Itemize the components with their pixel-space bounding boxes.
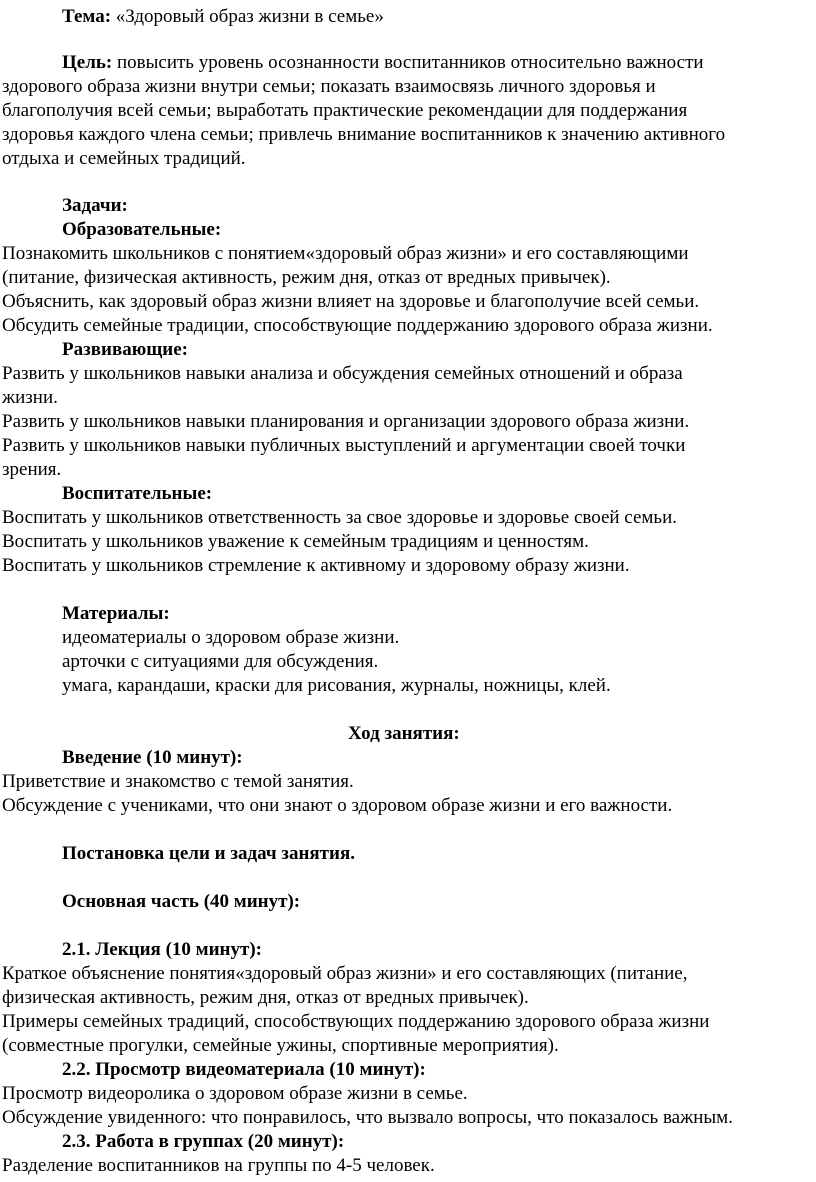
materials-item: арточки с ситуациями для обсуждения. bbox=[62, 651, 379, 672]
lecture-item: Краткое объяснение понятия«здоровый образ жизни» и его составляющих (питание, bbox=[2, 963, 688, 984]
tasks-heading: Задачи: bbox=[62, 195, 128, 216]
upbringing-item: Воспитать у школьников уважение к семейным традициям и ценностям. bbox=[2, 531, 589, 552]
intro-item: Приветствие и знакомство с темой занятия. bbox=[2, 771, 354, 792]
video-item: Просмотр видеоролика о здоровом образе жизни в семье. bbox=[2, 1083, 468, 1104]
groups-item: Разделение воспитанников на группы по 4-5 человек. bbox=[2, 1155, 435, 1176]
educational-item: Объяснить, как здоровый образ жизни влияет на здоровье и благополучие всей семьи. bbox=[2, 291, 700, 312]
developing-heading: Развивающие: bbox=[62, 339, 188, 360]
goal-text: повысить уровень осознанности воспитанников относительно важности bbox=[112, 52, 704, 73]
goal-label: Цель: bbox=[62, 52, 113, 73]
goal-text: благополучия всей семьи; выработать практические рекомендации для поддержания bbox=[2, 100, 688, 121]
goal-text: отдыха и семейных традиций. bbox=[2, 148, 246, 169]
video-heading: 2.2. Просмотр видеоматериала (10 минут): bbox=[62, 1059, 426, 1080]
developing-item: жизни. bbox=[2, 387, 58, 408]
goal-line bbox=[62, 51, 704, 75]
main-part-heading: Основная часть (40 минут): bbox=[62, 891, 301, 912]
materials-item: идеоматериалы о здоровом образе жизни. bbox=[62, 627, 400, 648]
materials-item: умага, карандаши, краски для рисования, журналы, ножницы, клей. bbox=[62, 675, 611, 696]
lecture-item: физическая активность, режим дня, отказ от вредных привычек). bbox=[2, 987, 529, 1008]
lesson-heading: Ход занятия: bbox=[348, 723, 460, 744]
upbringing-item: Воспитать у школьников ответственность за свое здоровье и здоровье своей семьи. bbox=[2, 507, 678, 528]
lecture-item: Примеры семейных традиций, способствующих поддержанию здорового образа жизни bbox=[2, 1011, 710, 1032]
goal-text: здорового образа жизни внутри семьи; показать взаимосвязь личного здоровья и bbox=[2, 76, 656, 97]
developing-item: Развить у школьников навыки анализа и обсуждения семейных отношений и образа bbox=[2, 363, 683, 384]
goal-text: здоровья каждого члена семьи; привлечь внимание воспитанников к значению активного bbox=[2, 124, 726, 145]
upbringing-heading: Воспитательные: bbox=[62, 483, 213, 504]
educational-item: Обсудить семейные традиции, способствующие поддержанию здорового образа жизни. bbox=[2, 315, 713, 336]
groups-heading: 2.3. Работа в группах (20 минут): bbox=[62, 1131, 345, 1152]
intro-item: Обсуждение с учениками, что они знают о здоровом образе жизни и его важности. bbox=[2, 795, 673, 816]
intro-heading: Введение (10 минут): bbox=[62, 747, 243, 768]
developing-item: зрения. bbox=[2, 459, 62, 480]
video-item: Обсуждение увиденного: что понравилось, что вызвало вопросы, что показалось важным. bbox=[2, 1107, 733, 1128]
topic-line bbox=[62, 5, 384, 29]
topic-label: Тема: bbox=[62, 6, 112, 27]
developing-item: Развить у школьников навыки планирования и организации здорового образа жизни. bbox=[2, 411, 690, 432]
goal-setting-heading: Постановка цели и задач занятия. bbox=[62, 843, 355, 864]
lecture-item: (совместные прогулки, семейные ужины, спортивные мероприятия). bbox=[2, 1035, 559, 1056]
lecture-heading: 2.1. Лекция (10 минут): bbox=[62, 939, 262, 960]
materials-heading: Материалы: bbox=[62, 603, 170, 624]
upbringing-item: Воспитать у школьников стремление к активному и здоровому образу жизни. bbox=[2, 555, 630, 576]
educational-heading: Образовательные: bbox=[62, 219, 222, 240]
educational-item: Познакомить школьников с понятием«здоровый образ жизни» и его составляющими bbox=[2, 243, 689, 264]
educational-item: (питание, физическая активность, режим дня, отказ от вредных привычек). bbox=[2, 267, 611, 288]
topic-text: «Здоровый образ жизни в семье» bbox=[111, 6, 384, 27]
developing-item: Развить у школьников навыки публичных выступлений и аргументации своей точки bbox=[2, 435, 686, 456]
